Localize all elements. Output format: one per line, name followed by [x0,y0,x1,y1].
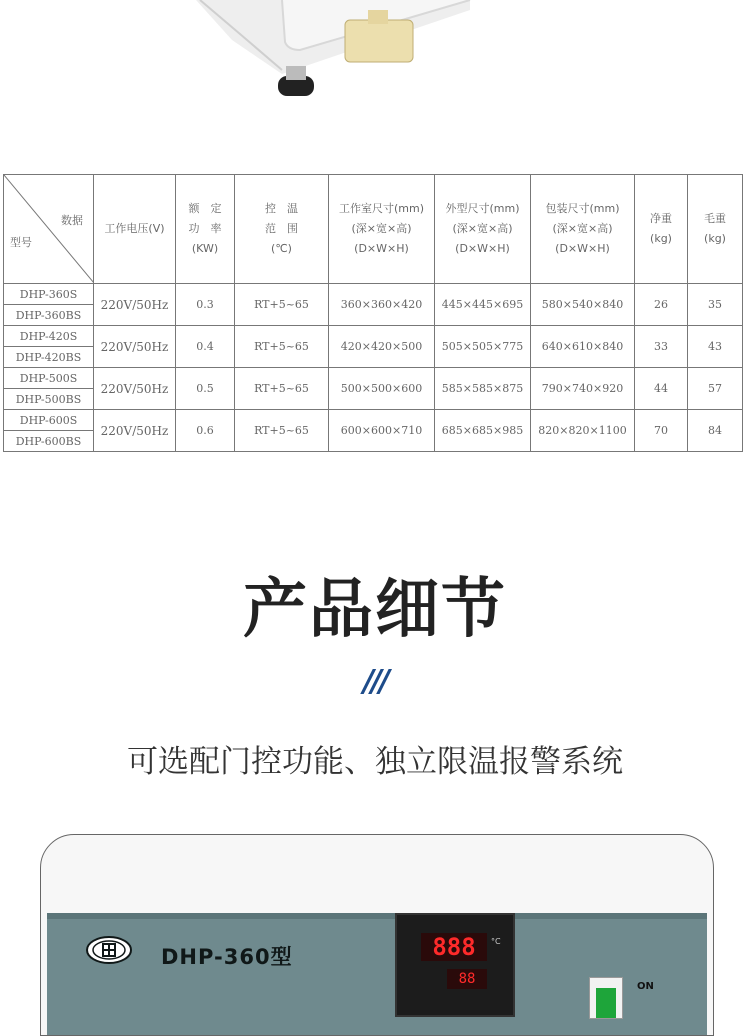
outer-cell: 685×685×985 [435,410,531,452]
voltage-cell: 220V/50Hz [94,368,176,410]
model-cell: DHP-360S [4,284,94,305]
range-cell: RT+5~65 [235,368,329,410]
package-cell: 820×820×1100 [531,410,635,452]
spec-table [3,174,743,452]
range-cell: RT+5~65 [235,326,329,368]
header-chamber-size: 工作室尺寸(mm) (深×宽×高) (D×W×H) [329,175,435,284]
table-row [4,284,743,305]
section-title: 产品细节 [243,573,507,647]
model-cell: DHP-500S [4,368,94,389]
voltage-cell: 220V/50Hz [94,326,176,368]
panel-top-edge [47,913,707,919]
gross-weight-cell: 35 [688,284,743,326]
chamber-cell: 420×420×500 [329,326,435,368]
voltage-cell: 220V/50Hz [94,284,176,326]
power-switch-rocker[interactable] [596,988,616,1018]
net-weight-cell: 26 [635,284,688,326]
net-weight-cell: 70 [635,410,688,452]
model-cell: DHP-420BS [4,347,94,368]
table-row [4,326,743,347]
outer-cell: 585×585×875 [435,368,531,410]
corner-header-cell [4,175,94,284]
range-cell: RT+5~65 [235,284,329,326]
gross-weight-cell: 43 [688,326,743,368]
slash-decoration: /// [363,664,387,699]
section-subtitle: 可选配门控功能、独立限温报警系统 [127,744,623,780]
header-package-size: 包装尺寸(mm) (深×宽×高) (D×W×H) [531,175,635,284]
switch-on-label: ON [637,981,654,992]
unit-label: °C [491,937,501,946]
controller-sub-display: 88 [447,969,487,989]
package-cell: 790×740×920 [531,368,635,410]
gross-weight-cell: 57 [688,368,743,410]
header-outer-size: 外型尺寸(mm) (深×宽×高) (D×W×H) [435,175,531,284]
model-cell: DHP-600S [4,410,94,431]
model-cell: DHP-500BS [4,389,94,410]
header-gross-weight: 毛重 (kg) [688,175,743,284]
gross-weight-cell: 84 [688,410,743,452]
power-cell: 0.6 [176,410,235,452]
control-panel [47,913,707,1036]
model-cell: DHP-420S [4,326,94,347]
control-panel-photo [40,834,714,1036]
header-power: 额 定 功 率 (KW) [176,175,235,284]
package-cell: 640×610×840 [531,326,635,368]
corner-data-label: 数据 [61,214,83,227]
range-cell: RT+5~65 [235,410,329,452]
table-row [4,410,743,431]
corner-model-label: 型号 [10,236,32,249]
chamber-cell: 600×600×710 [329,410,435,452]
net-weight-cell: 44 [635,368,688,410]
header-voltage: 工作电压(V) [94,175,176,284]
power-cell: 0.4 [176,326,235,368]
model-cell: DHP-360BS [4,305,94,326]
table-row [4,368,743,389]
chamber-cell: 500×500×600 [329,368,435,410]
outer-cell: 445×445×695 [435,284,531,326]
package-cell: 580×540×840 [531,284,635,326]
power-cell: 0.5 [176,368,235,410]
outer-cell: 505×505×775 [435,326,531,368]
power-cell: 0.3 [176,284,235,326]
power-switch[interactable] [589,977,623,1019]
product-photo [0,0,750,110]
temperature-controller [395,913,515,1017]
voltage-cell: 220V/50Hz [94,410,176,452]
panel-model-label: DHP-360型 [161,945,293,969]
controller-main-display: 888 [421,933,487,961]
chamber-cell: 360×360×420 [329,284,435,326]
net-weight-cell: 33 [635,326,688,368]
header-net-weight: 净重 (kg) [635,175,688,284]
brand-logo-icon [85,935,133,965]
header-range: 控 温 范 围 (℃) [235,175,329,284]
model-cell: DHP-600BS [4,431,94,452]
